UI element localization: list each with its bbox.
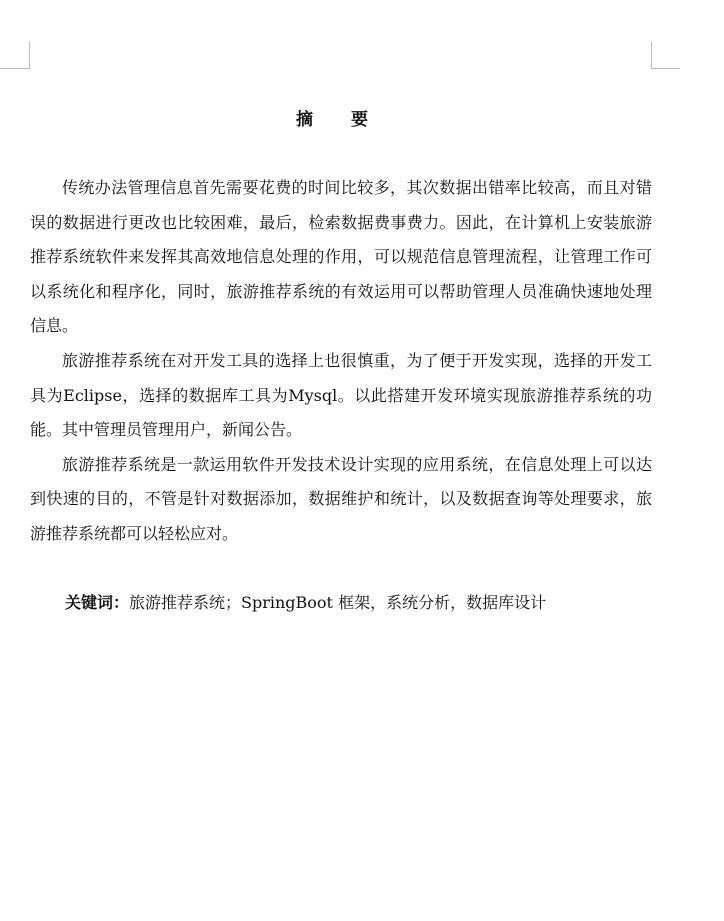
crop-mark-top-right: [651, 42, 680, 69]
abstract-title: 摘 要: [296, 110, 384, 130]
crop-mark-top-left: [0, 42, 30, 69]
keywords-text: 旅游推荐系统；SpringBoot 框架，系统分析，数据库设计: [129, 593, 547, 612]
abstract-body: [30, 171, 652, 552]
abstract-paragraph: 旅游推荐系统在对开发工具的选择上也很慎重，为了便于开发实现，选择的开发工具为Eclipse，选择的数据库工具为Mysql。以此搭建开发环境实现旅游推荐系统的功能。其中管理员管理用户，新闻公告。: [30, 350, 652, 440]
keywords-label: 关键词：: [65, 593, 130, 612]
keywords-line: [65, 590, 665, 616]
abstract-paragraph: 旅游推荐系统是一款运用软件开发技术设计实现的应用系统，在信息处理上可以达到快速的目的，不管是针对数据添加，数据维护和统计，以及数据查询等处理要求，旅游推荐系统都可以轻松应对。: [30, 454, 652, 543]
abstract-paragraph: 传统办法管理信息首先需要花费的时间比较多，其次数据出错率比较高，而且对错误的数据进行更改也比较困难，最后，检索数据费事费力。因此，在计算机上安装旅游推荐系统软件来发挥其高效地信息处理的作用，可以规范信息管理流程，让管理工作可以系统化和程序化，同时，旅游推荐系统的有效运用可以帮助管理人员准确快速地处理信息。: [30, 178, 652, 336]
